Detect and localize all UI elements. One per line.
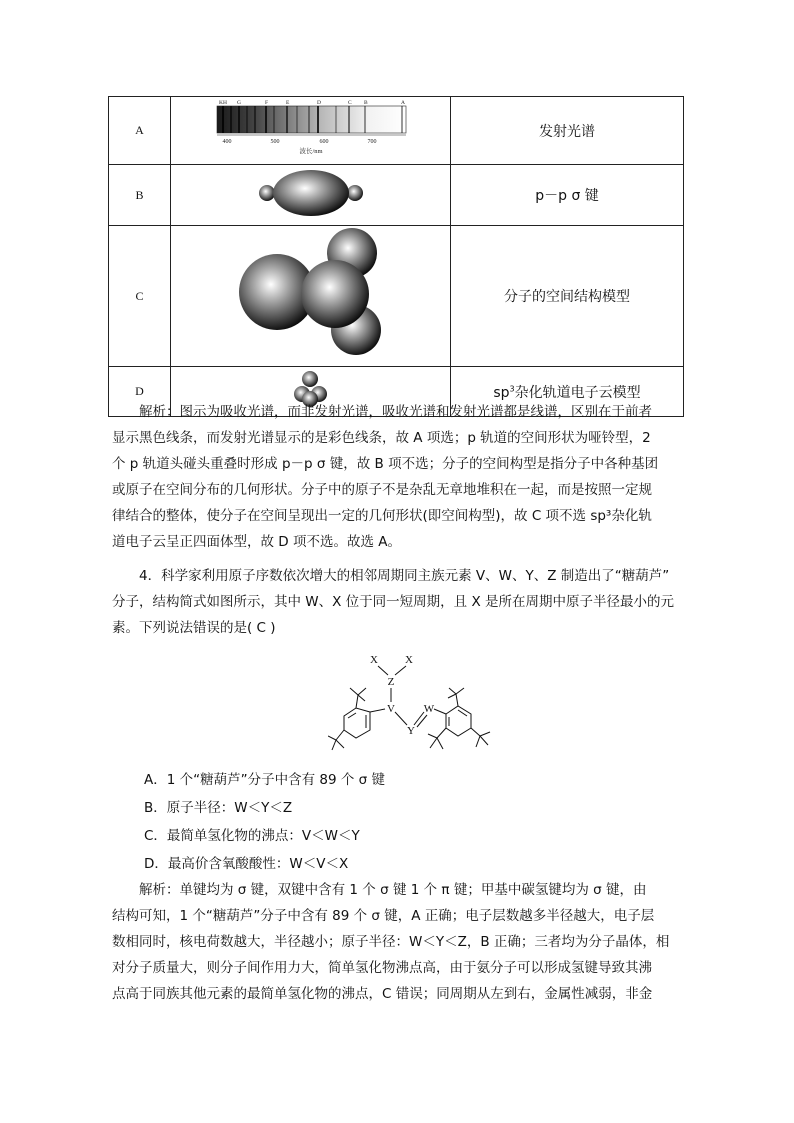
analysis-line: 结构可知，1 个“糖葫芦”分子中含有 89 个 σ 键，A 正确；电子层数越多半径越大，电子层 bbox=[112, 908, 655, 924]
spectrum-image bbox=[171, 97, 450, 160]
analysis-line: 个 p 轨道头碰头重叠时形成 p－p σ 键，故 B 项不选；分子的空间构型是指分子中各种基团 bbox=[112, 456, 659, 472]
table-row bbox=[109, 226, 684, 367]
atom-label: Y bbox=[407, 725, 415, 737]
p-orbital-cell bbox=[171, 165, 451, 226]
analysis-paragraph-1 bbox=[112, 399, 682, 555]
question-4-stem bbox=[112, 563, 682, 641]
analysis-line: 数相同时，核电荷数越大，半径越小；原子半径：W＜Y＜Z，B 正确；三者均为分子晶体，相 bbox=[112, 934, 670, 950]
atom-label: X bbox=[370, 654, 378, 666]
option-a: A．1 个“糖葫芦”分子中含有 89 个 σ 键 bbox=[144, 772, 386, 788]
atom-label: W bbox=[423, 703, 435, 715]
table-row bbox=[109, 97, 684, 165]
option-d: D．最高价含氧酸酸性：W＜V＜X bbox=[144, 856, 349, 872]
tick-label: 500 bbox=[270, 139, 280, 145]
atom-label: V bbox=[387, 703, 395, 715]
spectrum-letter: B bbox=[364, 100, 368, 106]
question-line: 分子，结构简式如图所示，其中 W、X 位于同一短周期，且 X 是所在周期中原子半径最小的元 bbox=[112, 594, 675, 610]
spectrum-letters bbox=[219, 100, 405, 106]
analysis-line: 显示黑色线条，而发射光谱显示的是彩色线条，故 A 项选；p 轨道的空间形状为哑铃型，2 bbox=[112, 430, 651, 446]
spectrum-letter: G bbox=[237, 100, 241, 106]
option-b: B．原子半径：W＜Y＜Z bbox=[144, 800, 293, 816]
spectrum-letter: C bbox=[348, 100, 352, 106]
row-label: D bbox=[109, 367, 171, 417]
desc-text: 杂化轨道电子云模型 bbox=[514, 384, 641, 401]
spectrum-letter: F bbox=[265, 100, 269, 106]
table-row bbox=[109, 165, 684, 226]
spectrum-letter: D bbox=[317, 100, 321, 106]
molecule-space-filling-image bbox=[171, 226, 450, 362]
spectrum-ticks bbox=[223, 139, 377, 155]
atom-label: X bbox=[405, 654, 413, 666]
analysis-line: 点高于同族其他元素的最简单氢化物的沸点，C 错误；同周期从左到右，金属性减弱，非金 bbox=[112, 986, 653, 1002]
tick-label: 700 bbox=[367, 139, 377, 145]
analysis-line: 律结合的整体，使分子在空间呈现出一定的几何形状(即空间构型)，故 C 项不选 sp³杂化轨 bbox=[112, 508, 652, 524]
row-label: C bbox=[109, 226, 171, 367]
option-c: C．最简单氢化物的沸点：V＜W＜Y bbox=[144, 828, 360, 844]
analysis-line: 解析：单键均为 σ 键，双键中含有 1 个 σ 键 1 个 π 键；甲基中碳氢键均为 σ 键，由 bbox=[139, 882, 647, 898]
bonds bbox=[328, 666, 490, 750]
question-line: 素。下列说法错误的是( C ) bbox=[112, 620, 276, 636]
analysis-line: 道电子云呈正四面体型，故 D 项不选。故选 A。 bbox=[112, 534, 402, 550]
desc-superscript: 3 bbox=[509, 383, 515, 393]
tanghulu-structure-diagram bbox=[328, 648, 492, 760]
tick-label: 600 bbox=[319, 139, 329, 145]
row-desc: 发射光谱 bbox=[451, 97, 684, 165]
question-line: 4．科学家利用原子序数依次增大的相邻周期同主族元素 V、W、Y、Z 制造出了“糖葫芦” bbox=[139, 568, 670, 584]
desc-text: sp bbox=[493, 384, 510, 401]
row-label: A bbox=[109, 97, 171, 165]
spectrum-cell bbox=[171, 97, 451, 165]
molecule-model-cell bbox=[171, 226, 451, 367]
analysis-line: 解析：图示为吸收光谱，而非发射光谱，吸收光谱和发射光谱都是线谱，区别在于前者 bbox=[139, 404, 652, 420]
analysis-line: 对分子质量大，则分子间作用力大，简单氢化物沸点高，由于氨分子可以形成氢键导致其沸 bbox=[112, 960, 652, 976]
spectrum-letter: E bbox=[286, 100, 290, 106]
options-table bbox=[108, 96, 684, 417]
analysis-paragraph-2 bbox=[112, 877, 682, 1007]
p-p-sigma-bond-image bbox=[171, 165, 450, 221]
spectrum-letter: KH bbox=[219, 100, 227, 106]
axis-label: 波长/nm bbox=[299, 148, 323, 155]
row-desc: 分子的空间结构模型 bbox=[451, 226, 684, 367]
spectrum-letter: A bbox=[401, 100, 405, 106]
analysis-line: 或原子在空间分布的几何形状。分子中的原子不是杂乱无章地堆积在一起，而是按照一定规 bbox=[112, 482, 652, 498]
tick-label: 400 bbox=[222, 139, 232, 145]
row-desc: p－p σ 键 bbox=[451, 165, 684, 226]
row-label: B bbox=[109, 165, 171, 226]
atom-label: Z bbox=[387, 676, 395, 688]
